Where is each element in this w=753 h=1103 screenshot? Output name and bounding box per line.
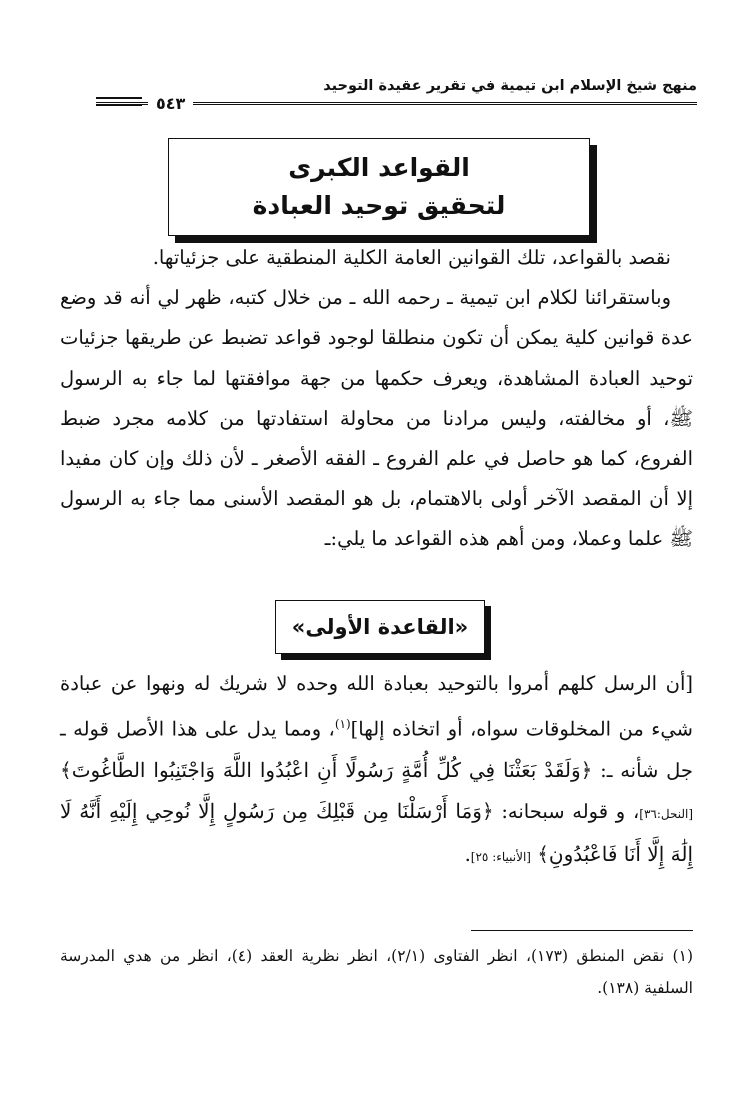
page-number: ٥٤٣ [148,94,193,113]
rule-text [60,664,693,877]
rule-statement: [أن الرسل كلهم أمروا بالتوحيد بعبادة الله وحده لا شريك له ونهوا عن عبادة شيء من المخلوقات سواه، أو اتخاذه إلها] [60,672,693,741]
rule-connector: ، ومما يدل على هذا الأصل قوله ـ جل شأنه ـ: [60,717,693,782]
verse-reference-anbiya: [الأنبياء: ٢٥] [470,849,531,864]
section-title-line2: لتحقيق توحيد العبادة [252,191,506,220]
paragraph-definition: نقصد بالقواعد، تلك القوانين العامة الكلية المنطقية على جزئياتها. [152,246,671,269]
rule-connector-2: ، و قوله سبحانه: [493,799,640,823]
running-header-title: منهج شيخ الإسلام ابن تيمية في تقرير عقيدة التوحيد [323,78,697,94]
rule-end-mark: . [464,842,471,866]
section-title-line1: القواعد الكبرى [288,153,470,182]
footnote-separator [471,930,693,931]
paragraph-intro: وباستقرائنا لكلام ابن تيمية ـ رحمه الله ـ من خلال كتبه، ظهر لي أنه قد وضع عدة قوانين كلية يمكن أن تكون منطلقا لوجود قواعد تضبط عن طريقها جزئيات توحيد العبادة المشاهدة، ويعرف حكمها من جهة موافقتها لما جاء به الرسول ﷺ، أو مخالفته، وليس مرادنا من محاولة استفادتها من كلامه مجرد ضبط الفروع، كما هو حاصل في علم الفروع ـ الفقه الأصغر ـ لأن ذلك وإن كان مفيدا إلا أن المقصد الآخر أولى بالاهتمام، بل هو المقصد الأسنى مما جاء به الرسول ﷺ علما وعملا، ومن أهم هذه القواعد ما يلي:ـ [60,286,693,551]
footnote-1: (١) نقض المنطق (١٧٣)، انظر الفتاوى (٢/١)، انظر نظرية العقد (٤)، انظر من هدي المدرسة السلفية (١٣٨). [60,947,693,997]
page-number-decoration [96,97,142,106]
footnote-ref-mark[interactable]: (١) [334,717,351,731]
section-title-box [168,138,590,236]
verse-reference-nahl: [النحل:٣٦] [639,806,693,821]
quran-verse-nahl: ﴿وَلَقَدْ بَعَثْنَا فِي كُلِّ أُمَّةٍ رَسُولًا أَنِ اعْبُدُوا اللَّهَ وَاجْتَنِبُوا الطَّاغُوتَ﴾ [60,757,593,782]
footnote [60,940,693,1004]
rule-heading-box [275,600,485,654]
quran-verse-anbiya: ﴿وَمَا أَرْسَلْنَا مِن قَبْلِكَ مِن رَسُولٍ إِلَّا نُوحِي إِلَيْهِ أَنَّهُ لَا إِلَٰهَ إِلَّا أَنَا فَاعْبُدُونِ﴾ [60,798,693,866]
body-text [60,238,693,560]
rule-heading: «القاعدة الأولى» [291,615,469,639]
